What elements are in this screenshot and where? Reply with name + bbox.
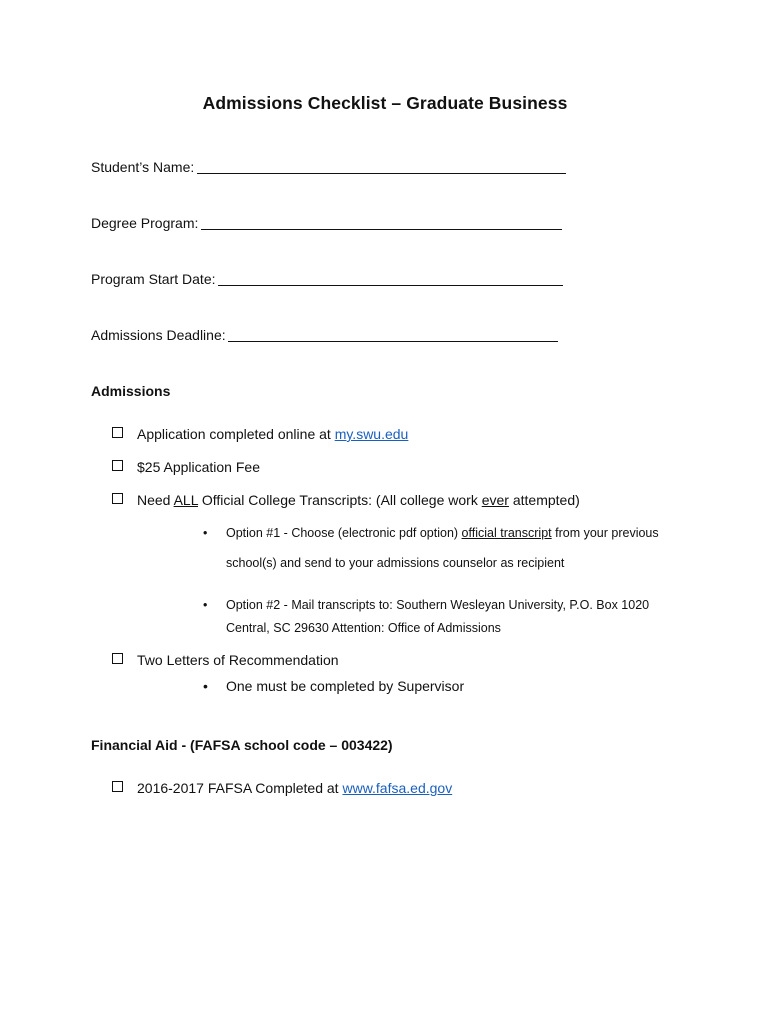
swu-link[interactable]: my.swu.edu (334, 426, 409, 442)
item-text: Application completed online at (137, 426, 335, 442)
option-2-text: Option #2 - Mail transcripts to: Southern Wesleyan University, P.O. Box 1020 (226, 598, 650, 612)
page-title: Admissions Checklist – Graduate Business (202, 93, 568, 113)
checkbox[interactable] (112, 653, 123, 664)
item-text: Need (137, 492, 174, 508)
option-1-continued: school(s) and send to your admissions counselor as recipient (226, 556, 565, 570)
financial-aid-heading: Financial Aid - (FAFSA school code – 003422) (91, 737, 393, 753)
checkbox[interactable] (112, 427, 123, 438)
checkbox[interactable] (112, 460, 123, 471)
option-1-text: Option #1 - Choose (electronic pdf option) (226, 526, 462, 540)
degree-program-field[interactable] (91, 214, 198, 232)
checklist-item-application (112, 425, 408, 443)
ever-emphasis: ever (481, 492, 509, 508)
item-text: Two Letters of Recommendation (137, 652, 339, 668)
item-text: $25 Application Fee (137, 459, 260, 475)
program-start-date-line[interactable] (218, 285, 563, 286)
option-2-item (203, 596, 649, 614)
official-transcript-emphasis: official transcript (461, 526, 552, 540)
checkbox[interactable] (112, 781, 123, 792)
program-start-date-field[interactable] (91, 270, 216, 288)
admissions-heading: Admissions (91, 383, 171, 399)
checkbox[interactable] (112, 493, 123, 504)
checklist-item-transcripts (112, 491, 580, 509)
checklist-item-fee (112, 458, 260, 476)
degree-program-label: Degree Program: (91, 215, 199, 231)
option-2-continued: Central, SC 29630 Attention: Office of Admissions (226, 621, 501, 635)
supervisor-note-text: One must be completed by Supervisor (226, 678, 465, 694)
item-text: Official College Transcripts: (All college work (197, 492, 482, 508)
student-name-line[interactable] (197, 173, 566, 174)
fafsa-link[interactable]: www.fafsa.ed.gov (342, 780, 453, 796)
checklist-item-recommendations (112, 651, 339, 669)
item-text: attempted) (508, 492, 580, 508)
bullet-icon: • (203, 598, 208, 612)
program-start-date-label: Program Start Date: (91, 271, 216, 287)
supervisor-note-item (203, 677, 464, 695)
degree-program-line[interactable] (201, 229, 562, 230)
checklist-item-fafsa (112, 779, 452, 797)
admissions-deadline-line[interactable] (228, 341, 558, 342)
all-emphasis: ALL (173, 492, 198, 508)
item-text: 2016-2017 FAFSA Completed at (137, 780, 343, 796)
option-1-item (203, 524, 659, 542)
admissions-deadline-field[interactable] (91, 326, 226, 344)
student-name-field[interactable] (91, 158, 194, 176)
bullet-icon: • (203, 526, 208, 540)
bullet-icon: • (203, 678, 208, 694)
option-1-text-end: from your previous (551, 526, 659, 540)
student-name-label: Student’s Name: (91, 159, 195, 175)
admissions-deadline-label: Admissions Deadline: (91, 327, 226, 343)
